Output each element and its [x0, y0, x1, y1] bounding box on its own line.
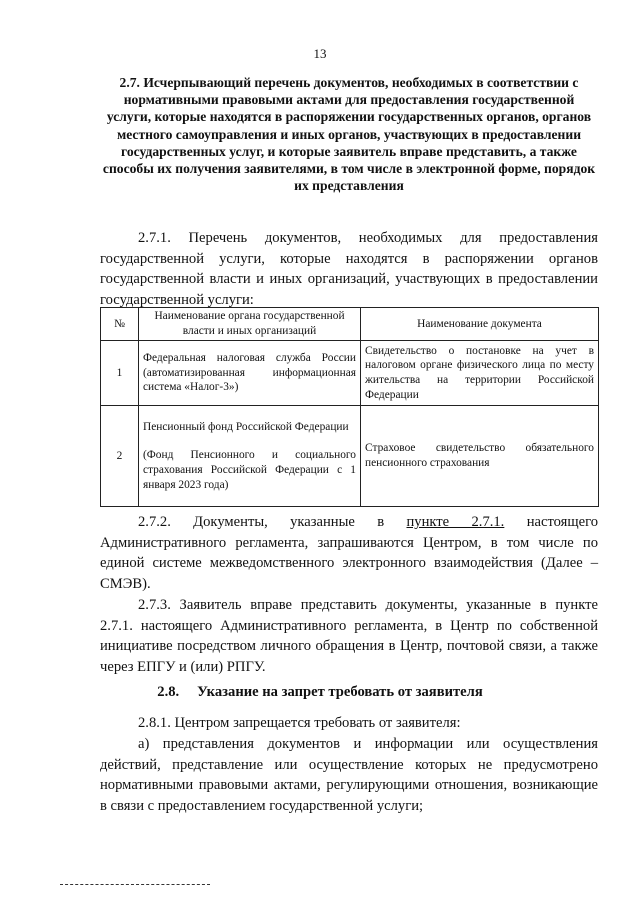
table-header-document: Наименование документа [361, 308, 599, 341]
table-cell-number: 1 [101, 341, 139, 406]
organization-note: (Фонд Пенсионного и социального страхования Российской Федерации с 1 января 2023 года) [143, 449, 356, 491]
paragraph-2-7-2-after: настоящего Административного регламента, запрашиваются Центром, в том числе по единой системе межведомственного электронного взаимодействия (Далее – СМЭВ). [100, 514, 599, 592]
table-header-number: № [101, 308, 139, 341]
paragraph-2-7-1-text: 2.7.1. Перечень документов, необходимых для предоставления государственной услуги, которые находятся в распоряжении органов государственной власти и иных организаций, участвующих в предоставлении государственной услуги: [100, 230, 598, 308]
table-cell-document: Страховое свидетельство обязательного пенсионного страхования [361, 406, 599, 507]
organization-name: Федеральная налоговая служба России (автоматизированная информационная система «Налог-3») [143, 352, 356, 394]
table-row [101, 406, 599, 507]
table-cell-document: Свидетельство о постановке на учет в налоговом органе физического лица по месту жительства на территории Российской Федерации [361, 341, 599, 406]
table-row [101, 341, 599, 406]
paragraph-2-7-1 [100, 228, 598, 310]
section-heading-2-7: 2.7. Исчерпывающий перечень документов, необходимых в соответствии с нормативными правовыми актами для предоставления государственной услуги, которые находятся в распоряжении государственных органов, органов местного самоуправления и иных органов, участвующих в предоставлении государственных услуг, и которые заявитель вправе представить, а также способы их получения заявителями, в том числе в электронной форме, порядок их представления [102, 75, 596, 194]
table-cell-organization [139, 406, 361, 507]
paragraph-2-8-1-a [100, 734, 598, 816]
paragraph-2-8-1 [100, 713, 598, 734]
paragraph-2-7-2 [100, 512, 598, 594]
table-cell-organization [139, 341, 361, 406]
paragraph-2-7-3 [100, 595, 598, 677]
subsection-title: Указание на запрет требовать от заявителя [197, 684, 483, 700]
page-number: 13 [313, 46, 327, 61]
paragraph-2-8-1-a-text: а) представления документов и информации или осуществления действий, представление или осуществление которых не предусмотрено нормативными правовыми актами, регулирующими отношения, возникающие в связи с предоставлением государственной услуги; [100, 736, 598, 814]
documents-table [100, 307, 599, 507]
subsection-number: 2.8. [157, 684, 180, 700]
paragraph-2-7-1-link[interactable]: пункте 2.7.1. [406, 514, 505, 530]
organization-name: Пенсионный фонд Российской Федерации [143, 420, 349, 433]
paragraph-2-7-3-text: 2.7.3. Заявитель вправе представить документы, указанные в пункте 2.7.1. настоящего Административного регламента, в Центр по собственной инициативе посредством личного обращения в Центр, почтовой связи, а также через ЕПГУ и (или) РПГУ. [100, 597, 598, 675]
table-header-organization: Наименование органа государственной власти и иных организаций [139, 308, 361, 341]
table-header-row [101, 308, 599, 341]
subsection-heading-2-8 [0, 684, 640, 701]
paragraph-2-7-2-before: 2.7.2. Документы, указанные в [138, 514, 407, 530]
paragraph-2-8-1-text: 2.8.1. Центром запрещается требовать от заявителя: [138, 715, 461, 731]
footnote-divider [60, 884, 210, 885]
table-cell-number: 2 [101, 406, 139, 507]
